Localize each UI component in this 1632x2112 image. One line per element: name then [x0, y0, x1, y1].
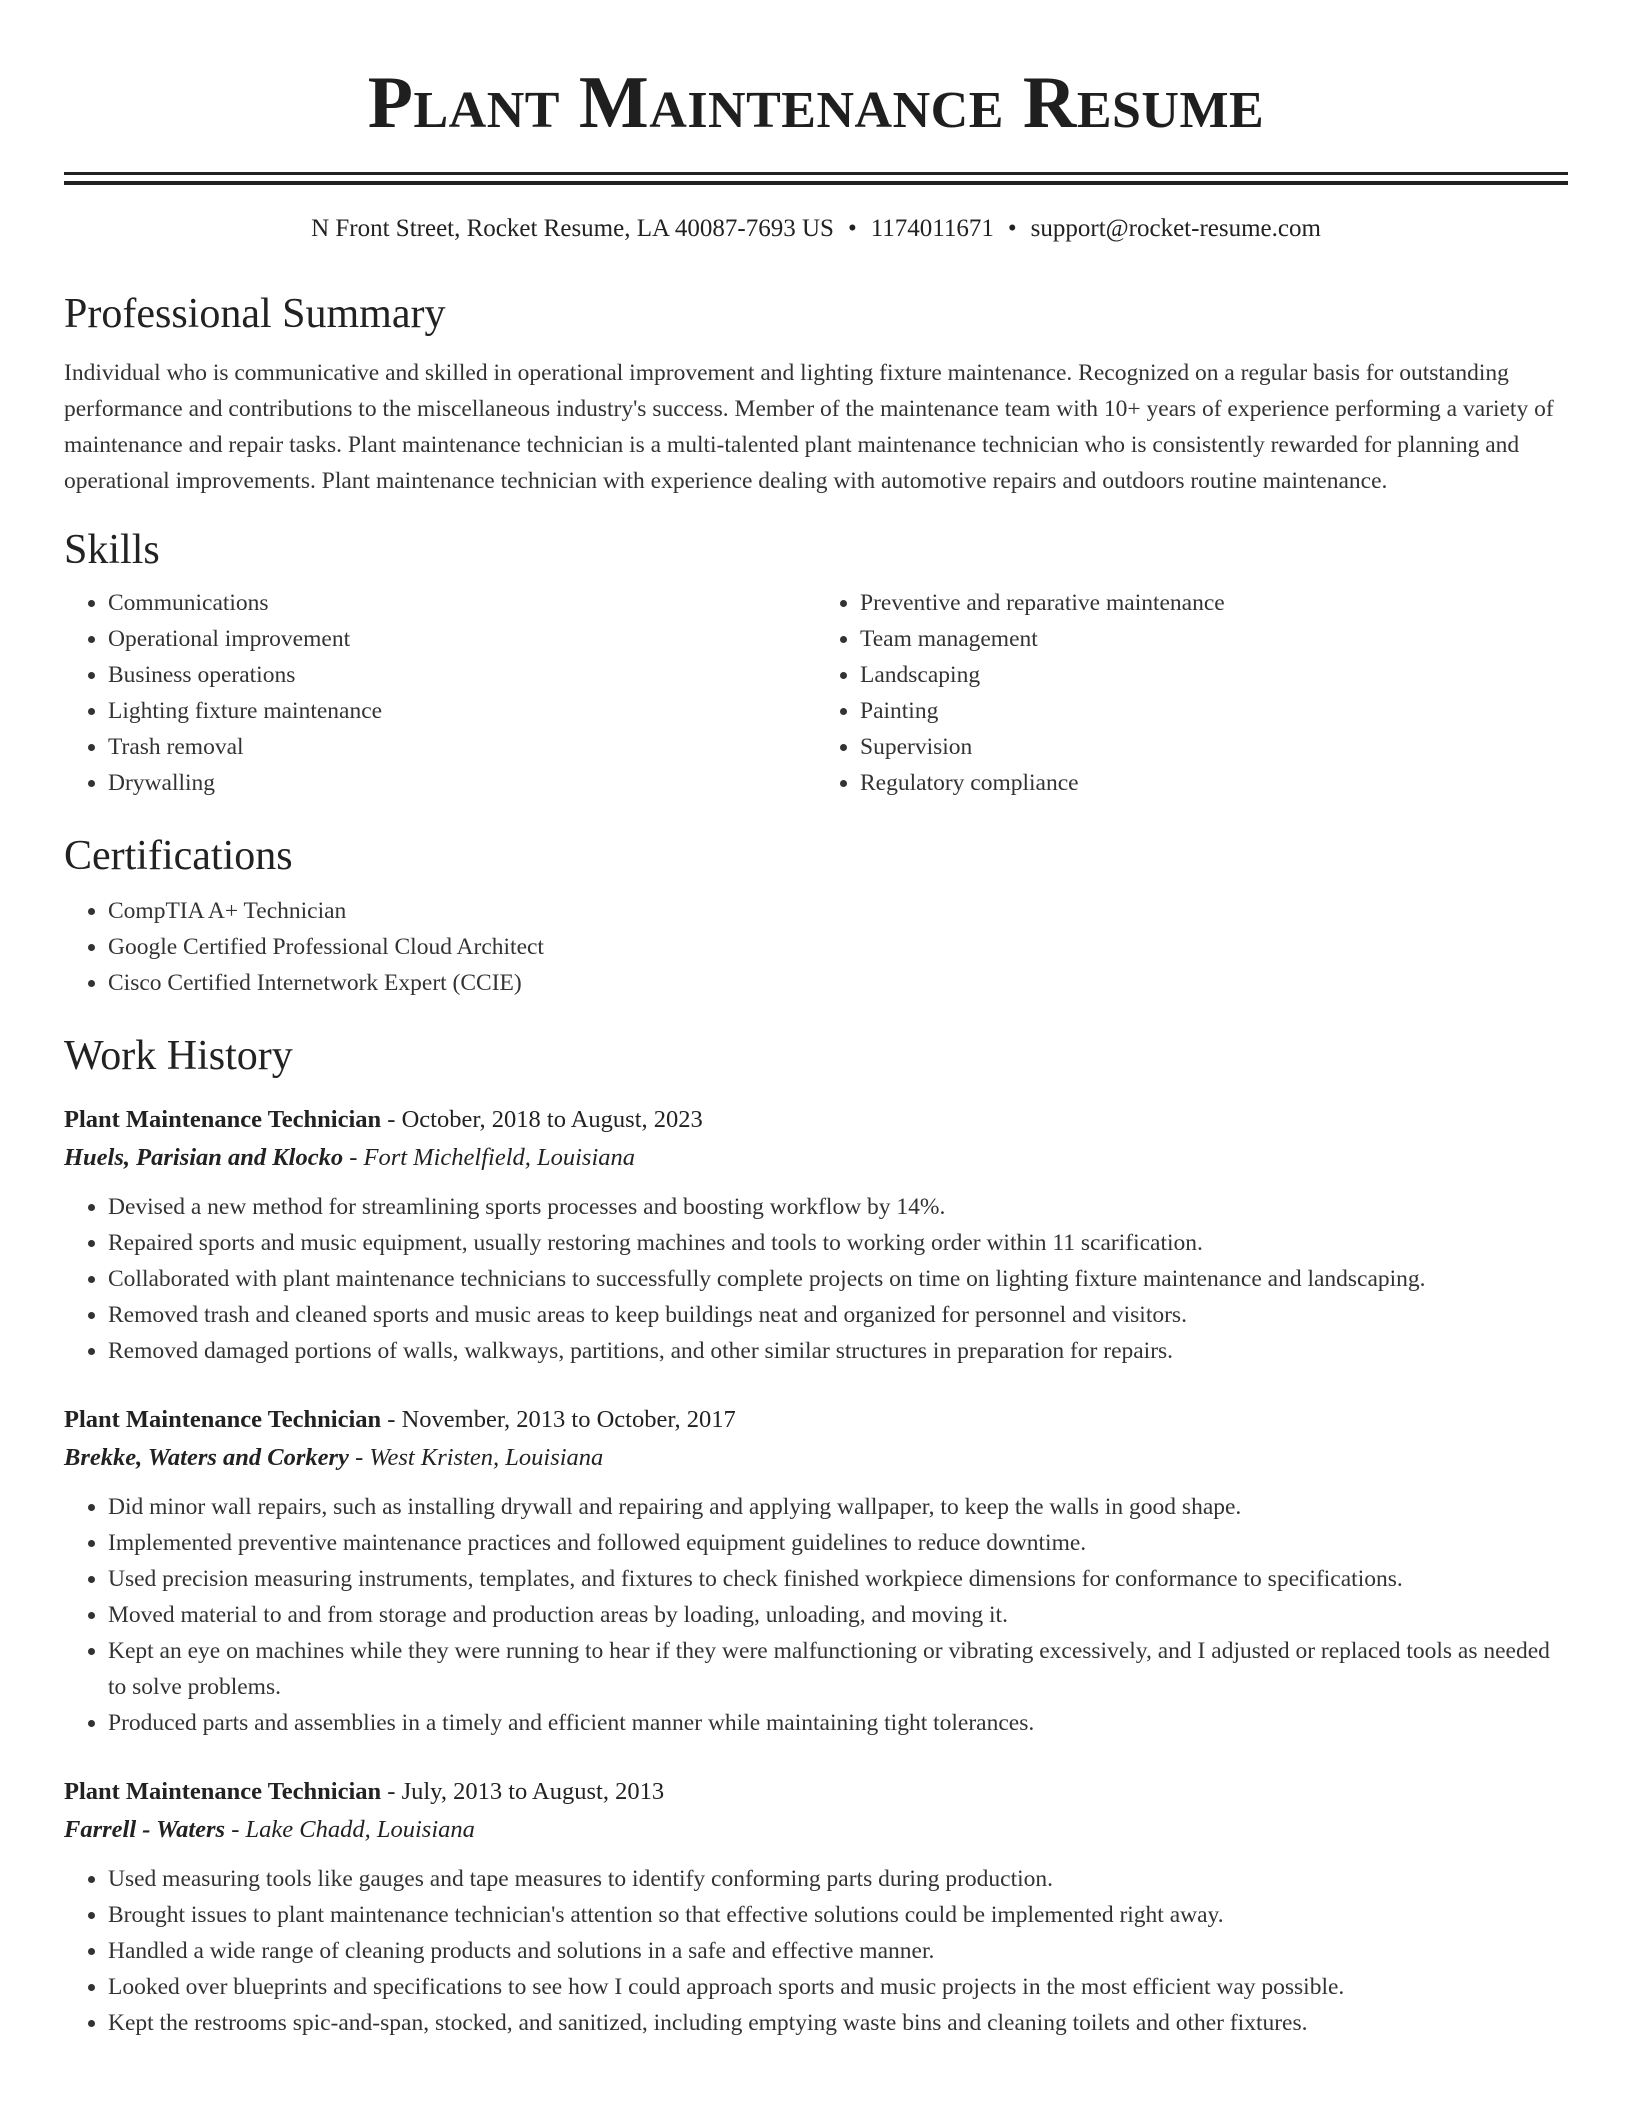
job-separator: -: [381, 1778, 402, 1805]
job-bullet: • Repaired sports and music equipment, usually restoring machines and tools to working order within 11 scarification.: [108, 1225, 1568, 1261]
job-bullet: • Kept an eye on machines while they were running to hear if they were malfunctioning or vibrating excessively, and I adjusted or replaced tools as needed to solve problems.: [108, 1633, 1568, 1705]
job-bullet: • Removed damaged portions of walls, walkways, partitions, and other similar structures in preparation for repairs.: [108, 1333, 1568, 1369]
skills-column-left: [64, 585, 816, 801]
job-bullets: [64, 1861, 1568, 2041]
skills-column-right: [816, 585, 1568, 801]
job-company: Huels, Parisian and Klocko: [64, 1144, 344, 1171]
contact-line: [64, 213, 1568, 245]
skill-item: • Drywalling: [108, 765, 816, 801]
job-bullet: • Removed trash and cleaned sports and music areas to keep buildings neat and organized for personnel and visitors.: [108, 1297, 1568, 1333]
skill-item: • Supervision: [860, 729, 1568, 765]
job-bullet: • Collaborated with plant maintenance technicians to successfully complete projects on time on lighting fixture maintenance and landscaping.: [108, 1261, 1568, 1297]
job-separator: -: [381, 1406, 402, 1433]
job-bullet: • Moved material to and from storage and production areas by loading, unloading, and moving it.: [108, 1597, 1568, 1633]
job-separator: -: [225, 1816, 246, 1843]
resume-title: Plant Maintenance Resume: [367, 62, 1265, 144]
summary-text: Individual who is communicative and skilled in operational improvement and lighting fixture maintenance. Recognized on a regular basis for outstanding performance and contributions to the miscellaneous industry's success. Member of the maintenance team with 10+ years of experience performing a variety of maintenance and repair tasks. Plant maintenance technician is a multi-talented plant maintenance technician who is consistently rewarded for planning and operational improvements. Plant maintenance technician with experience dealing with automotive repairs and outdoors routine maintenance.: [64, 360, 1554, 494]
job-header: [64, 1773, 1568, 1811]
skill-item: • Business operations: [108, 657, 816, 693]
job-bullet: • Used measuring tools like gauges and tape measures to identify conforming parts during production.: [108, 1861, 1568, 1897]
contact-separator: •: [847, 215, 857, 242]
skill-item: • Operational improvement: [108, 621, 816, 657]
job-company-line: [64, 1439, 1568, 1477]
job-separator: -: [343, 1144, 364, 1171]
job-location: Lake Chadd, Louisiana: [245, 1816, 475, 1843]
job-role: Plant Maintenance Technician: [64, 1106, 382, 1133]
job-company: Farrell - Waters: [64, 1816, 226, 1843]
title-rule-top: [64, 172, 1568, 175]
certifications-list: [64, 893, 1568, 1001]
job-entry: [64, 1401, 1568, 1741]
skill-item: • Regulatory compliance: [860, 765, 1568, 801]
job-bullet: • Produced parts and assemblies in a timely and efficient manner while maintaining tight tolerances.: [108, 1705, 1568, 1741]
resume-page: [64, 0, 1568, 2041]
job-header: [64, 1401, 1568, 1439]
certification-item: • Google Certified Professional Cloud Architect: [108, 929, 1568, 965]
job-dates: November, 2013 to October, 2017: [401, 1406, 736, 1433]
job-bullet: • Looked over blueprints and specifications to see how I could approach sports and music projects in the most efficient way possible.: [108, 1969, 1568, 2005]
job-location: Fort Michelfield, Louisiana: [363, 1144, 636, 1171]
skills-list: [64, 585, 1568, 801]
skills-heading: Skills: [64, 527, 160, 573]
contact-phone: 1174011671: [870, 215, 994, 242]
certification-item: • Cisco Certified Internetwork Expert (CCIE): [108, 965, 1568, 1001]
skill-item: • Landscaping: [860, 657, 1568, 693]
skill-item: • Painting: [860, 693, 1568, 729]
contact-email: support@rocket-resume.com: [1030, 215, 1321, 242]
job-bullet: • Brought issues to plant maintenance technician's attention so that effective solutions could be implemented right away.: [108, 1897, 1568, 1933]
certification-item: • CompTIA A+ Technician: [108, 893, 1568, 929]
job-company: Brekke, Waters and Corkery: [64, 1444, 349, 1471]
contact-separator: •: [1007, 215, 1017, 242]
summary-heading: Professional Summary: [64, 291, 446, 337]
job-separator: -: [381, 1106, 402, 1133]
job-company-line: [64, 1811, 1568, 1849]
job-bullets: [64, 1489, 1568, 1741]
job-bullet: • Did minor wall repairs, such as installing drywall and repairing and applying wallpaper, to keep the walls in good shape.: [108, 1489, 1568, 1525]
job-dates: July, 2013 to August, 2013: [401, 1778, 665, 1805]
skill-item: • Preventive and reparative maintenance: [860, 585, 1568, 621]
job-bullets: [64, 1189, 1568, 1369]
job-bullet: • Used precision measuring instruments, templates, and fixtures to check finished workpiece dimensions for conformance to specifications.: [108, 1561, 1568, 1597]
job-location: West Kristen, Louisiana: [369, 1444, 604, 1471]
job-bullet: • Kept the restrooms spic-and-span, stocked, and sanitized, including emptying waste bins and cleaning toilets and other fixtures.: [108, 2005, 1568, 2041]
job-entry: [64, 1101, 1568, 1369]
job-company-line: [64, 1139, 1568, 1177]
job-bullet: • Devised a new method for streamlining sports processes and boosting workflow by 14%.: [108, 1189, 1568, 1225]
work-history-heading: Work History: [64, 1033, 293, 1079]
contact-address: N Front Street, Rocket Resume, LA 40087-7693 US: [311, 215, 834, 242]
title-rule-bottom: [64, 181, 1568, 185]
job-dates: October, 2018 to August, 2023: [401, 1106, 703, 1133]
job-entry: [64, 1773, 1568, 2041]
job-bullet: • Implemented preventive maintenance practices and followed equipment guidelines to reduce downtime.: [108, 1525, 1568, 1561]
certifications-heading: Certifications: [64, 833, 293, 879]
skill-item: • Team management: [860, 621, 1568, 657]
skill-item: • Communications: [108, 585, 816, 621]
job-separator: -: [348, 1444, 370, 1471]
job-role: Plant Maintenance Technician: [64, 1778, 382, 1805]
job-bullet: • Handled a wide range of cleaning products and solutions in a safe and effective manner.: [108, 1933, 1568, 1969]
job-role: Plant Maintenance Technician: [64, 1406, 382, 1433]
skill-item: • Trash removal: [108, 729, 816, 765]
job-header: [64, 1101, 1568, 1139]
skill-item: • Lighting fixture maintenance: [108, 693, 816, 729]
